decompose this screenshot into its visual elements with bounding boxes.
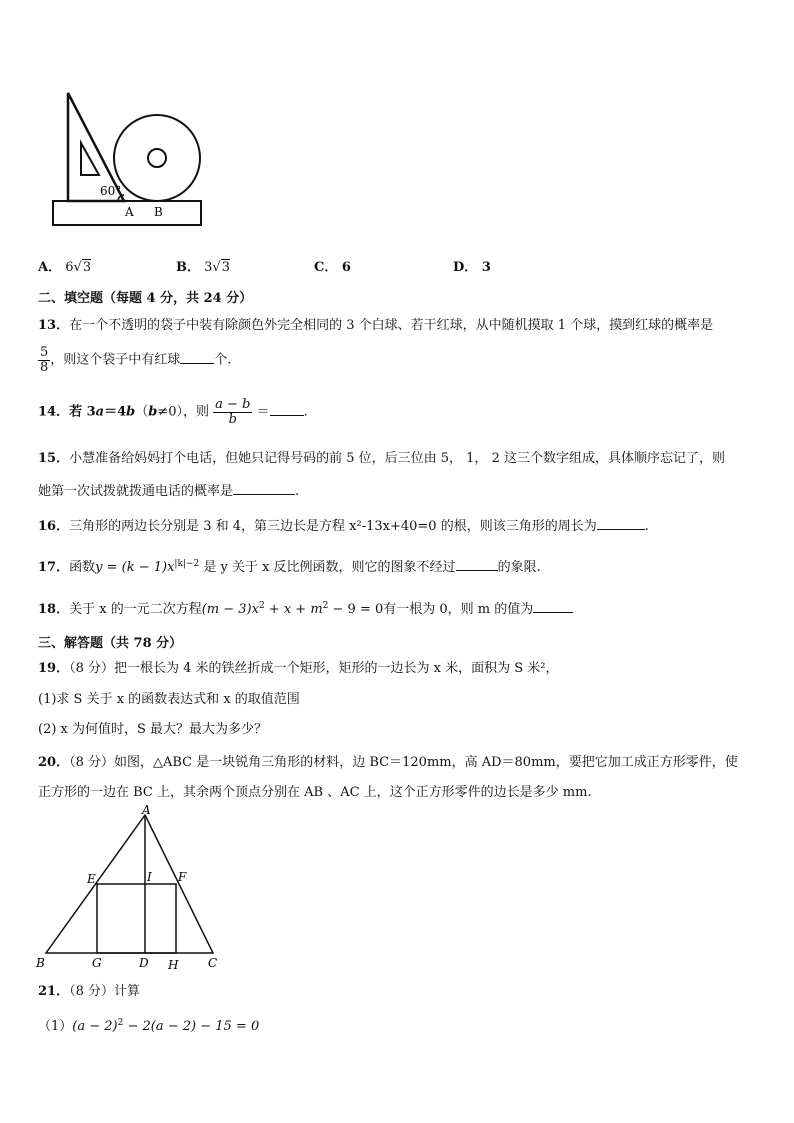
q21-part1-sup: 2 [117, 1018, 124, 1028]
q14-answer-blank [270, 414, 304, 416]
label-f: F [178, 870, 187, 884]
q13-frac-num: 5 [40, 345, 49, 360]
option-b-coef: 3 [204, 260, 213, 275]
q14-cond-open: （ [135, 404, 149, 420]
q14-end: . [303, 404, 308, 420]
q20-text1: （8 分）如图，△ABC 是一块锐角三角形的材料，边 BC＝120mm，高 AD＝80mm，要把它加工成正方形零件，使 [69, 755, 738, 770]
q18-eq-end: − 9 = 0 [328, 602, 384, 617]
label-g: G [92, 956, 102, 970]
option-d-value: 3 [481, 260, 491, 275]
q13-fraction [38, 346, 50, 374]
q14-fraction [213, 398, 252, 426]
q18-post: 有一根为 0，则 m 的值为 [383, 602, 534, 617]
q13-line1 [38, 314, 713, 333]
q20-line1 [38, 751, 738, 770]
q19-number: 19． [38, 661, 70, 676]
option-b-radicand: 3 [221, 260, 230, 275]
q15-line1 [38, 447, 725, 466]
q14 [38, 398, 308, 426]
label-a: A [142, 803, 151, 817]
option-c-label: C． [314, 260, 338, 275]
point-b-label: B [154, 205, 163, 219]
label-b: B [36, 956, 45, 970]
q18 [38, 598, 573, 617]
q15-text2: 她第一次试拨就拨通电话的概率是 [38, 484, 234, 499]
q15-answer-blank [233, 493, 295, 495]
label-h: H [168, 958, 179, 972]
q14-cond-b: b [148, 404, 158, 420]
q21-part1-rest: − 2(a − 2) − 15 = 0 [123, 1019, 260, 1034]
label-c: C [208, 956, 218, 970]
q17-number: 17． [38, 560, 70, 575]
q15-end: . [295, 484, 300, 499]
q21-number: 21． [38, 984, 70, 999]
q15-line2 [38, 480, 299, 499]
option-a-coef: 6 [65, 260, 74, 275]
angle-label: 60° [100, 184, 122, 198]
section-2-title: 二、填空题（每题 4 分，共 24 分） [38, 291, 253, 306]
q13-answer-blank [180, 362, 214, 364]
square-efgh [97, 884, 176, 953]
q19-part2: (2) x 为何值时，S 最大？最大为多少？ [38, 722, 268, 737]
q18-eq-sup1: 2 [258, 601, 265, 611]
q16 [38, 515, 649, 534]
q14-eq: ＝4 [104, 404, 127, 420]
section-3-title: 三、解答题（共 78 分） [38, 636, 183, 651]
label-d: D [139, 956, 149, 970]
point-a-label: A [125, 205, 134, 219]
q21-part1-label: （1） [38, 1019, 73, 1034]
q14-var-b: b [126, 404, 136, 420]
q14-frac-num: a − b [215, 397, 251, 412]
q16-text: 三角形的两边长分别是 3 和 4，第三边长是方程 x²-13x+40=0 的根，则该三角形的周长为 [69, 519, 597, 534]
q14-cond-close: ≠0），则 [157, 404, 210, 420]
label-e: E [87, 872, 96, 886]
q14-pre: 若 3 [69, 404, 96, 420]
option-c-value: 6 [341, 260, 351, 275]
q18-eq-mid: + x + m [264, 602, 323, 617]
q17-answer-blank [456, 569, 498, 571]
option-a-label: A． [38, 260, 62, 275]
q18-answer-blank [533, 611, 573, 613]
q12-option-b: B． 3√3 [176, 260, 230, 275]
q13-number: 13． [38, 318, 70, 333]
q18-number: 18． [38, 602, 70, 617]
q18-eq-sup2: 2 [322, 601, 329, 611]
q20-line2: 正方形的一边在 BC 上，其余两个顶点分别在 AB 、AC 上，这个正方形零件的边长是多少 mm. [38, 785, 592, 800]
q21-part1-expr: (a − 2) [72, 1019, 118, 1034]
q18-pre: 关于 x 的一元二次方程 [69, 602, 202, 617]
q17-expr: = (k − 1)x [102, 560, 175, 575]
q16-number: 16． [38, 519, 70, 534]
q13-line2 [38, 346, 231, 374]
q17-mid: 是 y 关于 x 反比例函数，则它的图象不经过 [199, 560, 456, 575]
q15-text1: 小慧准备给妈妈打个电话，但她只记得号码的前 5 位，后三位由 5， 1， 2 这三个数字组成，具体顺序忘记了，则 [69, 451, 725, 466]
q16-end: . [644, 519, 649, 534]
q13-frac-den: 8 [40, 359, 49, 375]
q16-answer-blank [597, 528, 645, 530]
label-i: I [147, 870, 152, 884]
q12-option-d [453, 256, 491, 275]
q17-end: 的象限. [497, 560, 541, 575]
q14-frac-den: b [228, 411, 237, 427]
q19-part1: (1)求 S 关于 x 的函数表达式和 x 的取值范围 [38, 692, 300, 707]
q14-number: 14． [38, 404, 70, 420]
option-b-label: B． [176, 260, 200, 275]
q13-text3: 个. [214, 352, 232, 368]
q21 [38, 980, 140, 999]
q19-text: （8 分）把一根长为 4 米的铁丝折成一个矩形，矩形的一边长为 x 米，面积为 S 米²， [69, 661, 559, 676]
option-a-radicand: 3 [82, 260, 92, 275]
q21-text: （8 分）计算 [69, 984, 140, 999]
q18-eq-main: (m − 3)x [201, 602, 259, 617]
q15-number: 15． [38, 451, 70, 466]
q17-pre: 函数 [69, 560, 96, 575]
q14-var-a: a [95, 404, 105, 420]
q12-option-a: A． 6√3 [38, 260, 92, 275]
q14-equals: ＝ [256, 404, 270, 420]
ruler-circle-figure [50, 88, 210, 228]
q17 [38, 556, 541, 575]
q21-part1 [38, 1015, 259, 1034]
q12-option-c [314, 256, 351, 275]
q19 [38, 657, 559, 676]
q13-text: 在一个不透明的袋子中装有除颜色外完全相同的 3 个白球、若干红球，从中随机摸取 1 个球，摸到红球的概率是 [69, 318, 714, 333]
small-circle [148, 149, 166, 167]
q13-text2: ，则这个袋子中有红球 [50, 352, 181, 368]
q17-expr-sup: |k|−2 [174, 559, 200, 569]
q17-expr-y: y [95, 560, 103, 575]
large-circle [114, 115, 200, 201]
triangle-square-figure [30, 803, 230, 975]
q20-number: 20． [38, 755, 70, 770]
option-d-label: D． [453, 260, 478, 275]
